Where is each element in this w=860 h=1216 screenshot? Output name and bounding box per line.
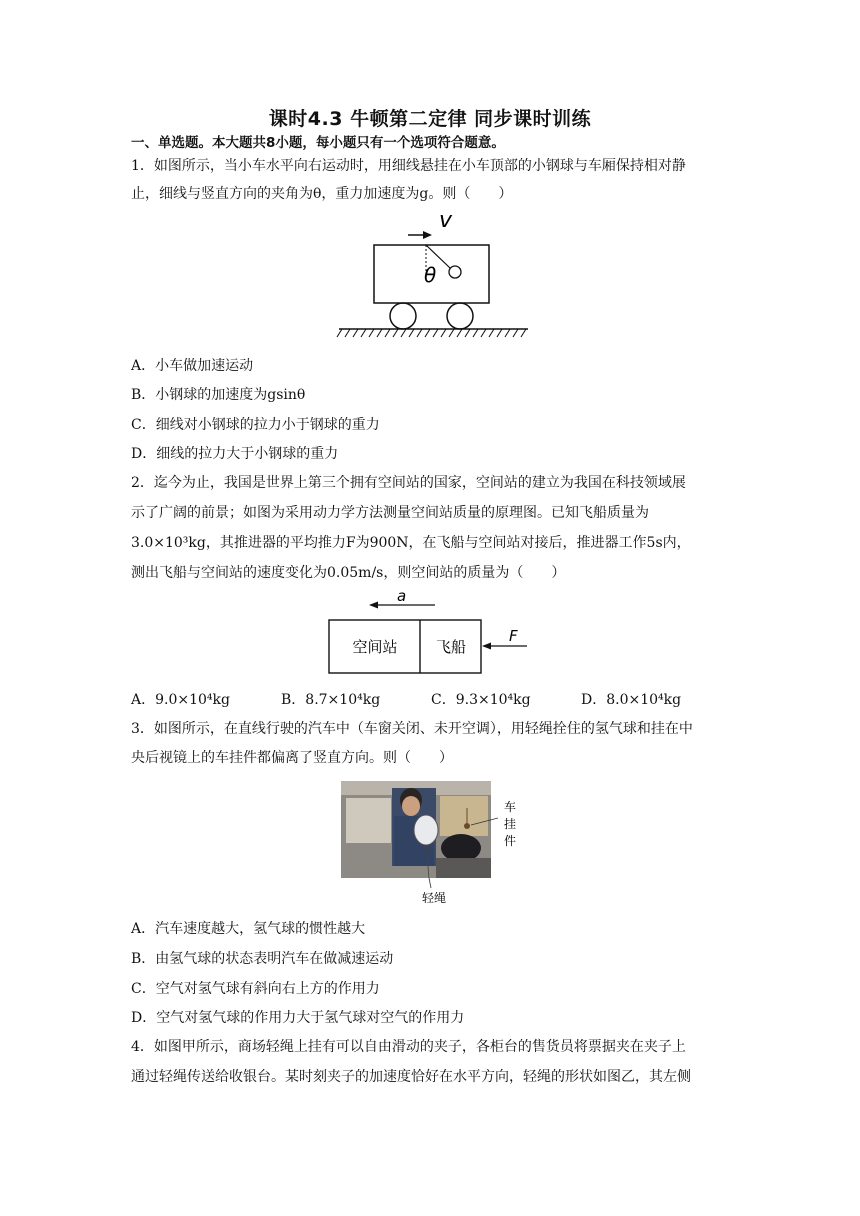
q1-option-a: A．小车做加速运动 xyxy=(131,358,254,374)
q3-option-d: D．空气对氢气球的作用力大于氢气球对空气的作用力 xyxy=(131,1010,465,1026)
q3-car-photo xyxy=(340,778,530,908)
rope-label: 轻绳 xyxy=(421,891,447,905)
q1-cart-figure xyxy=(334,205,534,345)
acceleration-label: a xyxy=(397,587,407,605)
q1-option-c: C．细线对小钢球的拉力小于钢球的重力 xyxy=(131,417,380,433)
q2-option-a: A．9.0×10⁴kg xyxy=(131,692,230,708)
steel-ball xyxy=(449,266,461,278)
force-label: F xyxy=(509,627,518,645)
q2-text-line4: 测出飞船与空间站的速度变化为0.05m/s，则空间站的质量为（ ） xyxy=(131,565,566,581)
cart-wheel-left xyxy=(390,303,416,329)
theta-label: θ xyxy=(424,263,437,287)
space-station-label: 空间站 xyxy=(352,638,398,656)
section-heading: 一、单选题。本大题共8小题，每小题只有一个选项符合题意。 xyxy=(131,135,505,151)
q2-option-c: C．9.3×10⁴kg xyxy=(431,692,531,708)
q2-option-b: B．8.7×10⁴kg xyxy=(281,692,381,708)
q2-text-line1: 2．迄今为止，我国是世界上第三个拥有空间站的国家，空间站的建立为我国在科技领域展 xyxy=(131,475,686,491)
page-title: 课时4.3 牛顿第二定律 同步课时训练 xyxy=(268,108,592,130)
q2-spacecraft-figure xyxy=(325,585,535,680)
q3-option-c: C．空气对氢气球有斜向右上方的作用力 xyxy=(131,981,380,997)
pendant-label-3: 件 xyxy=(503,834,517,848)
pendant-label-2: 挂 xyxy=(503,817,517,831)
pendant-label-1: 车 xyxy=(503,800,517,814)
q3-text-line1: 3．如图所示，在直线行驶的汽车中（车窗关闭、未开空调），用轻绳拴住的氢气球和挂在中 xyxy=(131,721,693,737)
q3-option-a: A．汽车速度越大，氢气球的惯性越大 xyxy=(131,921,366,937)
cart-wheel-right xyxy=(447,303,473,329)
q2-option-d: D．8.0×10⁴kg xyxy=(581,692,682,708)
q1-text-line1: 1．如图所示，当小车水平向右运动时，用细线悬挂在小车顶部的小钢球与车厢保持相对静 xyxy=(131,158,686,174)
q2-text-line3: 3.0×10³kg，其推进器的平均推力F为900N，在飞船与空间站对接后，推进器工作5s内， xyxy=(131,535,691,551)
q4-text-line2: 通过轻绳传送给收银台。某时刻夹子的加速度恰好在水平方向，轻绳的形状如图乙，其左侧 xyxy=(131,1069,691,1085)
q1-option-b: B．小钢球的加速度为gsinθ xyxy=(131,387,306,403)
q1-text-line2: 止，细线与竖直方向的夹角为θ，重力加速度为g。则（ ） xyxy=(131,186,513,202)
pendant-icon xyxy=(464,823,470,829)
balloon-icon xyxy=(414,815,438,845)
q3-text-line2: 央后视镜上的车挂件都偏离了竖直方向。则（ ） xyxy=(131,750,453,766)
q1-option-d: D．细线的拉力大于小钢球的重力 xyxy=(131,446,339,462)
q2-text-line2: 示了广阔的前景；如图为采用动力学方法测量空间站质量的原理图。已知飞船质量为 xyxy=(131,505,649,521)
q4-text-line1: 4．如图甲所示，商场轻绳上挂有可以自由滑动的夹子，各柜台的售货员将票据夹在夹子上 xyxy=(131,1039,686,1055)
spaceship-label: 飞船 xyxy=(435,638,467,656)
velocity-label: v xyxy=(439,208,453,233)
q3-option-b: B．由氢气球的状态表明汽车在做减速运动 xyxy=(131,951,394,967)
